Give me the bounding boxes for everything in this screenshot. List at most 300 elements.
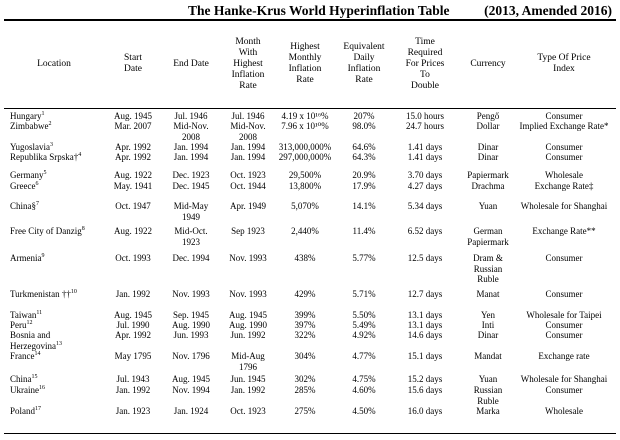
row-start-date-text: Aug. 1945: [114, 111, 152, 121]
row-price-index: [513, 142, 615, 153]
row-end-date: [160, 374, 222, 385]
row-daily-rate: [336, 374, 392, 385]
row-price-index: [513, 351, 615, 362]
row-peak-month-text: Jun. 1992: [230, 330, 266, 340]
col-header-location: Location: [37, 58, 71, 69]
row-end-date: [160, 351, 222, 362]
row-end-date: [160, 142, 222, 153]
row-monthly-rate: [274, 351, 336, 362]
row-doubling-time-text: 3.70 days: [407, 170, 443, 180]
row-peak-month-text: Oct. 1923: [230, 406, 266, 416]
row-end-date-text: Nov. 1993: [172, 289, 210, 299]
row-doubling-time: [394, 170, 456, 181]
row-monthly-rate: [274, 253, 336, 264]
col-header-peak-month: Month With Highest Inflation Rate: [231, 36, 265, 91]
row-doubling-time: [394, 201, 456, 212]
row-daily-rate: [336, 152, 392, 163]
row-currency-text: Marka: [476, 406, 500, 416]
row-doubling-time-text: 14.6 days: [407, 330, 443, 340]
col-header-monthly-rate: Highest Monthly Inflation Rate: [288, 42, 322, 85]
row-currency-text: Dollar: [476, 121, 500, 131]
row-currency-text: Dinar: [477, 152, 499, 162]
col-header-currency: Currency: [470, 58, 506, 69]
row-location: [10, 253, 108, 264]
row-price-index: [513, 170, 615, 181]
row-end-date: [160, 111, 222, 122]
row-start-date-text: Apr. 1992: [115, 152, 151, 162]
row-start-date: [108, 385, 158, 396]
row-end-date: [160, 320, 222, 331]
row-monthly-rate: [274, 152, 336, 163]
row-end-date: [160, 310, 222, 321]
row-currency: [456, 320, 520, 331]
row-end-date: [160, 406, 222, 417]
row-currency-text: Dinar: [477, 330, 499, 340]
footnote-marker: 13: [55, 340, 62, 347]
row-monthly-rate-text: 285%: [294, 385, 316, 395]
row-doubling-time-text: 13.1 days: [407, 320, 443, 330]
row-monthly-rate: [274, 111, 336, 122]
row-end-date: [160, 226, 222, 247]
row-peak-month: [222, 330, 274, 341]
row-start-date-text: Jan. 1992: [115, 289, 151, 299]
row-price-index: [513, 320, 615, 331]
row-location: [10, 374, 108, 385]
row-start-date: [108, 152, 158, 163]
row-peak-month-text: Aug. 1945: [229, 310, 267, 320]
row-start-date: [108, 111, 158, 122]
row-daily-rate-text: 5.77%: [352, 253, 376, 263]
row-location: [10, 142, 108, 153]
row-price-index: [513, 385, 615, 396]
row-start-date: [108, 374, 158, 385]
row-monthly-rate-text: 2,440%: [291, 226, 319, 236]
row-daily-rate: [336, 111, 392, 122]
row-end-date-text: Sep. 1945: [173, 310, 209, 320]
row-start-date: [108, 201, 158, 212]
row-daily-rate-text: 14.1%: [352, 201, 376, 211]
row-doubling-time: [394, 181, 456, 192]
footnote-marker: 4: [78, 152, 82, 158]
row-location: [10, 406, 108, 417]
row-daily-rate-text: 17.9%: [352, 181, 376, 191]
row-doubling-time-text: 5.34 days: [407, 201, 443, 211]
row-location: [10, 351, 108, 362]
row-peak-month-text: Jul. 1946: [231, 111, 265, 121]
row-currency-text: Manat: [476, 289, 500, 299]
row-daily-rate: [336, 181, 392, 192]
footnote-marker: 17: [35, 406, 42, 412]
row-start-date: [108, 121, 158, 132]
row-location: [10, 226, 108, 237]
row-start-date: [108, 181, 158, 192]
row-start-date-text: Aug. 1945: [114, 310, 152, 320]
row-start-date: [108, 253, 158, 264]
row-monthly-rate-text: 5,070%: [291, 201, 319, 211]
footnote-marker: 6: [35, 181, 39, 187]
row-price-index: [513, 201, 615, 212]
row-monthly-rate-text: 304%: [294, 351, 316, 361]
row-currency: [456, 111, 520, 122]
row-peak-month-text: Oct. 1923: [230, 170, 266, 180]
row-doubling-time: [394, 330, 456, 341]
row-end-date-text: Mid-Oct. 1923: [174, 226, 208, 247]
row-end-date-text: Mid-Nov. 2008: [173, 121, 209, 142]
row-peak-month: [222, 289, 274, 300]
footnote-marker: 1: [41, 111, 45, 117]
row-daily-rate: [336, 201, 392, 212]
row-currency: [456, 226, 520, 247]
row-doubling-time: [394, 406, 456, 417]
row-monthly-rate-text: 429%: [294, 289, 316, 299]
row-location-text: Germany: [10, 170, 44, 180]
row-start-date-text: Apr. 1992: [115, 142, 151, 152]
col-header-doubling-time: Time Required For Prices To Double: [405, 36, 445, 91]
row-price-index-text: Exchange Rate**: [532, 226, 596, 236]
row-end-date-text: Jan. 1924: [173, 406, 209, 416]
row-end-date-text: Nov. 1796: [172, 351, 210, 361]
row-end-date: [160, 170, 222, 181]
row-monthly-rate-text: 4.19 x 10¹⁶%: [281, 111, 329, 121]
row-price-index: [513, 253, 615, 264]
row-monthly-rate: [274, 374, 336, 385]
footnote-marker: 7: [36, 201, 39, 207]
row-daily-rate: [336, 170, 392, 181]
row-daily-rate: [336, 121, 392, 132]
row-start-date-text: Apr. 1992: [115, 330, 151, 340]
row-currency: [456, 181, 520, 192]
row-monthly-rate-text: 297,000,000%: [278, 152, 332, 162]
row-location: [10, 320, 108, 331]
row-currency: [456, 374, 520, 385]
row-monthly-rate-text: 397%: [294, 320, 316, 330]
row-start-date-text: Jan. 1992: [115, 385, 151, 395]
row-peak-month: [222, 385, 274, 396]
row-doubling-time-text: 16.0 days: [407, 406, 443, 416]
row-peak-month-text: Jan. 1994: [230, 152, 266, 162]
row-end-date-text: Jun. 1993: [173, 330, 209, 340]
row-location-text: Ukraine: [10, 385, 39, 395]
row-peak-month-text: Nov. 1993: [229, 289, 267, 299]
col-header-end-date: End Date: [173, 58, 209, 69]
footnote-marker: 5: [43, 170, 47, 176]
row-doubling-time: [394, 111, 456, 122]
row-end-date: [160, 385, 222, 396]
row-currency-text: Papiermark: [467, 170, 509, 180]
row-location-text: Bosnia and Herzegovina: [10, 330, 56, 351]
row-price-index-text: Implied Exchange Rate*: [519, 121, 609, 131]
row-price-index-text: Consumer: [545, 330, 583, 340]
row-end-date: [160, 201, 222, 222]
row-doubling-time: [394, 253, 456, 264]
row-currency: [456, 253, 520, 285]
row-start-date: [108, 310, 158, 321]
row-daily-rate-text: 4.75%: [352, 374, 376, 384]
row-location: [10, 330, 108, 351]
row-daily-rate: [336, 226, 392, 237]
row-start-date-text: Jul. 1943: [116, 374, 150, 384]
bottom-rule: [4, 433, 616, 434]
row-start-date: [108, 406, 158, 417]
col-header-start-date: Start Date: [124, 53, 142, 74]
row-peak-month: [222, 374, 274, 385]
row-monthly-rate-text: 322%: [294, 330, 316, 340]
row-peak-month-text: Apr. 1949: [230, 201, 266, 211]
row-price-index-text: Wholesale for Taipei: [526, 310, 602, 320]
row-doubling-time-text: 15.2 days: [407, 374, 443, 384]
row-doubling-time: [394, 289, 456, 300]
row-currency-text: Russian Ruble: [473, 385, 503, 406]
row-start-date-text: Jan. 1923: [115, 406, 151, 416]
footnote-marker: 3: [50, 142, 53, 148]
row-price-index-text: Consumer: [545, 253, 583, 263]
row-monthly-rate: [274, 170, 336, 181]
row-currency: [456, 152, 520, 163]
row-doubling-time: [394, 385, 456, 396]
row-start-date: [108, 330, 158, 341]
row-peak-month: [222, 170, 274, 181]
row-doubling-time-text: 15.6 days: [407, 385, 443, 395]
row-peak-month-text: Jan. 1994: [230, 142, 266, 152]
row-doubling-time: [394, 226, 456, 237]
row-location-text: Turkmenistan ††: [10, 289, 71, 299]
table-title: The Hanke-Krus World Hyperinflation Table: [188, 3, 450, 18]
row-location: [10, 111, 108, 122]
row-monthly-rate-text: 29,500%: [288, 170, 322, 180]
row-location-text: China: [10, 374, 32, 384]
row-doubling-time-text: 4.27 days: [407, 181, 443, 191]
row-location-text: Greece: [10, 181, 36, 191]
row-location-text: Zimbabwe: [10, 121, 49, 131]
row-peak-month: [222, 310, 274, 321]
row-monthly-rate-text: 313,000,000%: [278, 142, 332, 152]
row-start-date-text: May. 1941: [113, 181, 153, 191]
row-doubling-time: [394, 142, 456, 153]
row-price-index: [513, 330, 615, 341]
row-price-index-text: Wholesale for Shanghai: [520, 374, 608, 384]
row-end-date-text: Aug. 1990: [172, 320, 210, 330]
row-price-index: [513, 111, 615, 122]
row-peak-month: [222, 152, 274, 163]
row-location-text: France: [10, 351, 35, 361]
footnote-marker: 15: [31, 374, 38, 380]
row-price-index-text: Consumer: [545, 385, 583, 395]
row-doubling-time-text: 15.1 days: [407, 351, 443, 361]
row-daily-rate-text: 5.49%: [352, 320, 376, 330]
row-start-date: [108, 289, 158, 300]
row-location: [10, 201, 108, 212]
row-monthly-rate: [274, 385, 336, 396]
row-price-index: [513, 226, 615, 237]
row-start-date: [108, 170, 158, 181]
row-start-date-text: Oct. 1947: [115, 201, 151, 211]
col-header-price-index: Type Of Price Index: [537, 53, 591, 74]
row-price-index-text: Exchange Rate‡: [534, 181, 594, 191]
row-monthly-rate-text: 7.96 x 10¹⁰%: [281, 121, 329, 131]
row-currency: [456, 201, 520, 212]
row-end-date: [160, 121, 222, 142]
row-location-text: Taiwan: [10, 310, 37, 320]
row-price-index-text: Consumer: [545, 142, 583, 152]
row-peak-month-text: Jan. 1992: [230, 385, 266, 395]
row-currency: [456, 289, 520, 300]
row-peak-month: [222, 320, 274, 331]
row-start-date-text: Aug. 1922: [114, 170, 152, 180]
row-location-text: China§: [10, 201, 36, 211]
row-price-index-text: Consumer: [545, 152, 583, 162]
row-daily-rate-text: 4.50%: [352, 406, 376, 416]
footnote-marker: 2: [48, 121, 52, 127]
table-edition: (2013, Amended 2016): [484, 3, 612, 18]
row-end-date-text: Mid-May 1949: [173, 201, 209, 222]
row-location: [10, 385, 108, 396]
row-currency: [456, 406, 520, 417]
row-doubling-time-text: 24.7 hours: [406, 121, 444, 131]
footnote-marker: 12: [26, 320, 33, 326]
row-peak-month: [222, 111, 274, 122]
row-price-index: [513, 152, 615, 163]
row-daily-rate: [336, 253, 392, 264]
row-monthly-rate: [274, 121, 336, 132]
row-peak-month: [222, 201, 274, 212]
row-doubling-time-text: 12.7 days: [407, 289, 443, 299]
row-start-date-text: Jul. 1990: [116, 320, 150, 330]
row-peak-month-text: Jun. 1945: [230, 374, 266, 384]
row-monthly-rate: [274, 406, 336, 417]
row-price-index-text: Exchange rate: [538, 351, 590, 361]
row-start-date: [108, 351, 158, 362]
row-location: [10, 181, 108, 192]
row-peak-month-text: Mid-Aug 1796: [231, 351, 265, 372]
row-monthly-rate: [274, 320, 336, 331]
row-doubling-time: [394, 320, 456, 331]
row-doubling-time-text: 12.5 days: [407, 253, 443, 263]
row-daily-rate-text: 64.6%: [352, 142, 376, 152]
row-monthly-rate-text: 302%: [294, 374, 316, 384]
row-monthly-rate: [274, 289, 336, 300]
row-monthly-rate: [274, 330, 336, 341]
row-location: [10, 152, 108, 163]
row-monthly-rate: [274, 226, 336, 237]
row-monthly-rate: [274, 310, 336, 321]
row-price-index: [513, 374, 615, 385]
row-peak-month: [222, 142, 274, 153]
row-peak-month: [222, 181, 274, 192]
row-peak-month-text: Sep 1923: [231, 226, 265, 236]
row-currency-text: Mandat: [474, 351, 502, 361]
row-currency: [456, 310, 520, 321]
row-start-date: [108, 320, 158, 331]
row-daily-rate: [336, 320, 392, 331]
row-start-date-text: Aug. 1922: [114, 226, 152, 236]
row-doubling-time: [394, 121, 456, 132]
row-currency-text: Dram & Russian Ruble: [473, 253, 503, 284]
footnote-marker: 9: [41, 253, 45, 259]
row-currency-text: Inti: [481, 320, 495, 330]
row-price-index: [513, 121, 615, 132]
row-monthly-rate-text: 438%: [294, 253, 316, 263]
row-monthly-rate-text: 13,800%: [288, 181, 322, 191]
row-peak-month: [222, 351, 274, 372]
row-daily-rate: [336, 351, 392, 362]
row-doubling-time-text: 6.52 days: [407, 226, 443, 236]
row-start-date: [108, 226, 158, 237]
row-doubling-time-text: 15.0 hours: [406, 111, 444, 121]
row-end-date-text: Jul. 1946: [174, 111, 208, 121]
row-price-index-text: Consumer: [545, 320, 583, 330]
row-currency-text: Drachma: [471, 181, 505, 191]
row-doubling-time: [394, 310, 456, 321]
footnote-marker: 14: [34, 351, 41, 357]
row-daily-rate-text: 20.9%: [352, 170, 376, 180]
footnote-marker: 8: [81, 226, 85, 232]
row-currency-text: Pengő: [476, 111, 500, 121]
row-currency: [456, 142, 520, 153]
row-end-date-text: Dec. 1923: [172, 170, 210, 180]
row-daily-rate-text: 5.50%: [352, 310, 376, 320]
row-daily-rate: [336, 330, 392, 341]
row-daily-rate-text: 5.71%: [352, 289, 376, 299]
row-price-index: [513, 181, 615, 192]
row-location-text: Peru: [10, 320, 27, 330]
row-doubling-time-text: 13.1 days: [407, 310, 443, 320]
row-location: [10, 310, 108, 321]
row-end-date-text: Dec. 1945: [172, 181, 210, 191]
row-currency-text: Yuan: [478, 201, 498, 211]
row-end-date-text: Nov. 1994: [172, 385, 210, 395]
row-end-date-text: Aug. 1945: [172, 374, 210, 384]
row-location-text: Yugoslavia: [10, 142, 50, 152]
row-end-date: [160, 289, 222, 300]
row-currency: [456, 170, 520, 181]
row-doubling-time: [394, 351, 456, 362]
row-monthly-rate-text: 275%: [294, 406, 316, 416]
row-daily-rate: [336, 289, 392, 300]
row-start-date: [108, 142, 158, 153]
row-monthly-rate: [274, 142, 336, 153]
row-currency: [456, 351, 520, 362]
row-location-text: Republika Srpska†: [10, 152, 79, 162]
row-currency-text: Yen: [480, 310, 496, 320]
row-daily-rate: [336, 385, 392, 396]
row-end-date-text: Jan. 1994: [173, 152, 209, 162]
footnote-marker: 16: [39, 385, 45, 391]
row-price-index: [513, 310, 615, 321]
row-price-index-text: Wholesale: [545, 170, 583, 180]
row-location-text: Hungary: [10, 111, 42, 121]
row-daily-rate-text: 64.3%: [352, 152, 376, 162]
row-price-index: [513, 289, 615, 300]
row-peak-month-text: Oct. 1944: [230, 181, 266, 191]
row-price-index-text: Consumer: [545, 289, 583, 299]
row-monthly-rate: [274, 201, 336, 212]
row-monthly-rate: [274, 181, 336, 192]
row-daily-rate-text: 11.4%: [352, 226, 376, 236]
row-doubling-time-text: 1.41 days: [407, 152, 443, 162]
row-doubling-time: [394, 152, 456, 163]
row-location: [10, 289, 108, 300]
row-end-date: [160, 181, 222, 192]
row-location-text: Free City of Danzig: [10, 226, 82, 236]
row-daily-rate-text: 4.92%: [352, 330, 376, 340]
row-peak-month: [222, 226, 274, 237]
row-daily-rate-text: 4.77%: [352, 351, 376, 361]
row-peak-month-text: Aug. 1990: [229, 320, 267, 330]
row-end-date: [160, 152, 222, 163]
row-price-index-text: Consumer: [545, 111, 583, 121]
row-location: [10, 170, 108, 181]
row-start-date-text: Mar. 2007: [114, 121, 152, 131]
